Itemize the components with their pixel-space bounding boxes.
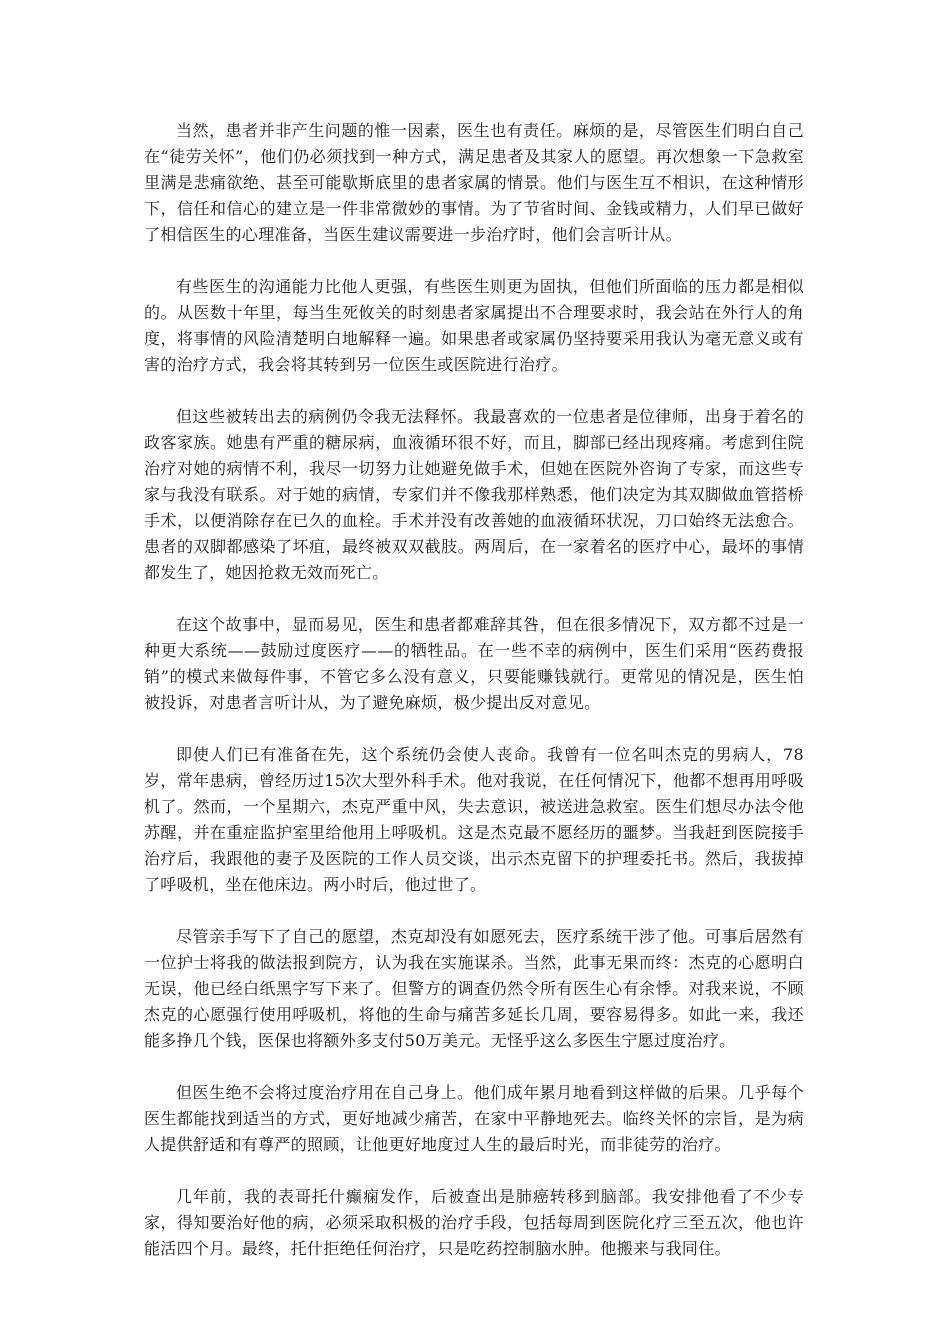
paragraph-6: 尽管亲手写下了自己的愿望，杰克却没有如愿死去，医疗系统干涉了他。可事后居然有一位护士将我的做法报到院方，认为我在实施谋杀。当然，此事无果而终：杰克的心愿明白无误，他已经白纸黑字写下来了。但警方的调查仍然令所有医生心有余悸。对我来说，不顾杰克的心愿强行使用呼吸机，将他的生命与痛苦多延长几周，要容易得多。如此一来，我还能多挣几个钱，医保也将额外多支付50万美元。无怪乎这么多医生宁愿过度治疗。	[144, 927, 804, 1050]
paragraph-1: 当然，患者并非产生问题的惟一因素，医生也有责任。麻烦的是，尽管医生们明白自己在“徒劳关怀”，他们仍必须找到一种方式，满足患者及其家人的愿望。再次想象一下急救室里满是悲痛欲绝、甚至可能歇斯底里的患者家属的情景。他们与医生互不相识，在这种情形下，信任和信心的建立是一件非常微妙的事情。为了节省时间、金钱或精力，人们早已做好了相信医生的心理准备，当医生建议需要进一步治疗时，他们会言听计从。	[144, 121, 804, 244]
paragraph-8: 几年前，我的表哥托什癫痫发作，后被查出是肺癌转移到脑部。我安排他看了不少专家，得知要治好他的病，必须采取积极的治疗手段，包括每周到医院化疗三至五次，他也许能活四个月。最终，托什拒绝任何治疗，只是吃药控制脑水肿。他搬来与我同住。	[144, 1187, 804, 1258]
document-body	[144, 118, 804, 1288]
paragraph-5: 即使人们已有准备在先，这个系统仍会使人丧命。我曾有一位名叫杰克的男病人，78岁，常年患病，曾经历过15次大型外科手术。他对我说，在任何情况下，他都不想再用呼吸机了。然而，一个星期六，杰克严重中风，失去意识，被送进急救室。医生们想尽办法令他苏醒，并在重症监护室里给他用上呼吸机。这是杰克最不愿经历的噩梦。当我赶到医院接手治疗后，我跟他的妻子及医院的工作人员交谈，出示杰克留下的护理委托书。然后，我拔掉了呼吸机，坐在他床边。两小时后，他过世了。	[144, 745, 804, 894]
paragraph-2: 有些医生的沟通能力比他人更强，有些医生则更为固执，但他们所面临的压力都是相似的。从医数十年里，每当生死攸关的时刻患者家属提出不合理要求时，我会站在外行人的角度，将事情的风险清楚明白地解释一遍。如果患者或家属仍坚持要采用我认为毫无意义或有害的治疗方式，我会将其转到另一位医生或医院进行治疗。	[144, 277, 804, 374]
paragraph-7: 但医生绝不会将过度治疗用在自己身上。他们成年累月地看到这样做的后果。几乎每个医生都能找到适当的方式，更好地减少痛苦，在家中平静地死去。临终关怀的宗旨，是为病人提供舒适和有尊严的照顾，让他更好地度过人生的最后时光，而非徒劳的治疗。	[144, 1083, 804, 1154]
paragraph-4: 在这个故事中，显而易见，医生和患者都难辞其咎，但在很多情况下，双方都不过是一种更大系统——鼓励过度医疗——的牺牲品。在一些不幸的病例中，医生们采用“医药费报销”的模式来做每件事，不管它多么没有意义，只要能赚钱就行。更常见的情况是，医生怕被投诉，对患者言听计从，为了避免麻烦，极少提出反对意见。	[144, 615, 804, 712]
paragraph-3: 但这些被转出去的病例仍令我无法释怀。我最喜欢的一位患者是位律师，出身于着名的政客家族。她患有严重的糖尿病，血液循环很不好，而且，脚部已经出现疼痛。考虑到住院治疗对她的病情不利，我尽一切努力让她避免做手术，但她在医院外咨询了专家，而这些专家与我没有联系。对于她的病情，专家们并不像我那样熟悉，他们决定为其双脚做血管搭桥手术，以便消除存在已久的血栓。手术并没有改善她的血液循环状况，刀口始终无法愈合。患者的双脚都感染了坏疽，最终被双双截肢。两周后，在一家着名的医疗中心，最坏的事情都发生了，她因抢救无效而死亡。	[144, 407, 804, 582]
